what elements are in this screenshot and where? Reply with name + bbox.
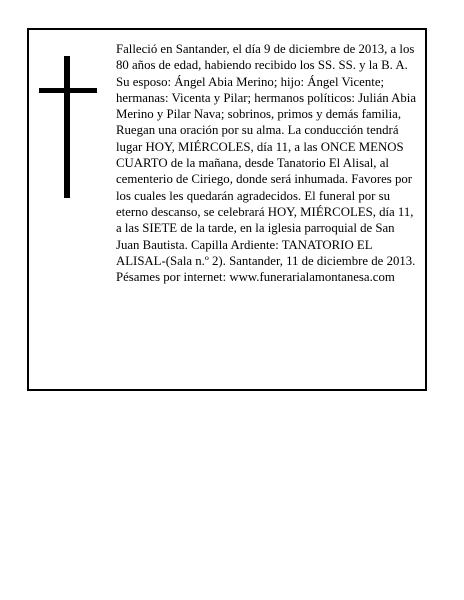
obituary-paragraph-services: Ruegan una oración por su alma. La conducción tendrá lugar HOY, MIÉRCOLES, día 11, a las ONCE MENOS CUARTO de la mañana, desde Tanatorio El Alisal, al cementerio de Ciriego, donde será inhumada. Favores por los cuales les quedarán agradecidos. El funeral por su eterno descanso, se celebrará HOY, MIÉRCOLES, día 11, a las SIETE de la tarde, en la iglesia parroquial de San Juan Bautista. Capilla Ardiente: TANATORIO EL ALISAL-(Sala n.º 2). Santander, 11 de diciembre de 2013. Pésames por internet: www.funerarialamontanesa.com xyxy=(116,123,416,285)
obituary-paragraph-death: Falleció en Santander, el día 9 de diciembre de 2013, a los 80 años de edad, habiendo recibido los SS. SS. y la B. A. xyxy=(116,42,415,73)
cross-vertical-bar xyxy=(64,56,70,198)
obituary-notice xyxy=(27,28,427,391)
obituary-paragraph-family: Su esposo: Ángel Abia Merino; hijo: Ángel Vicente; hermanas: Vicenta y Pilar; hermanos políticos: Julián Abia Merino y Pilar Nava; sobrinos, primos y demás familia, xyxy=(116,74,417,122)
obituary-text xyxy=(116,41,421,285)
cross-icon xyxy=(39,56,97,198)
cross-horizontal-bar xyxy=(39,88,97,93)
